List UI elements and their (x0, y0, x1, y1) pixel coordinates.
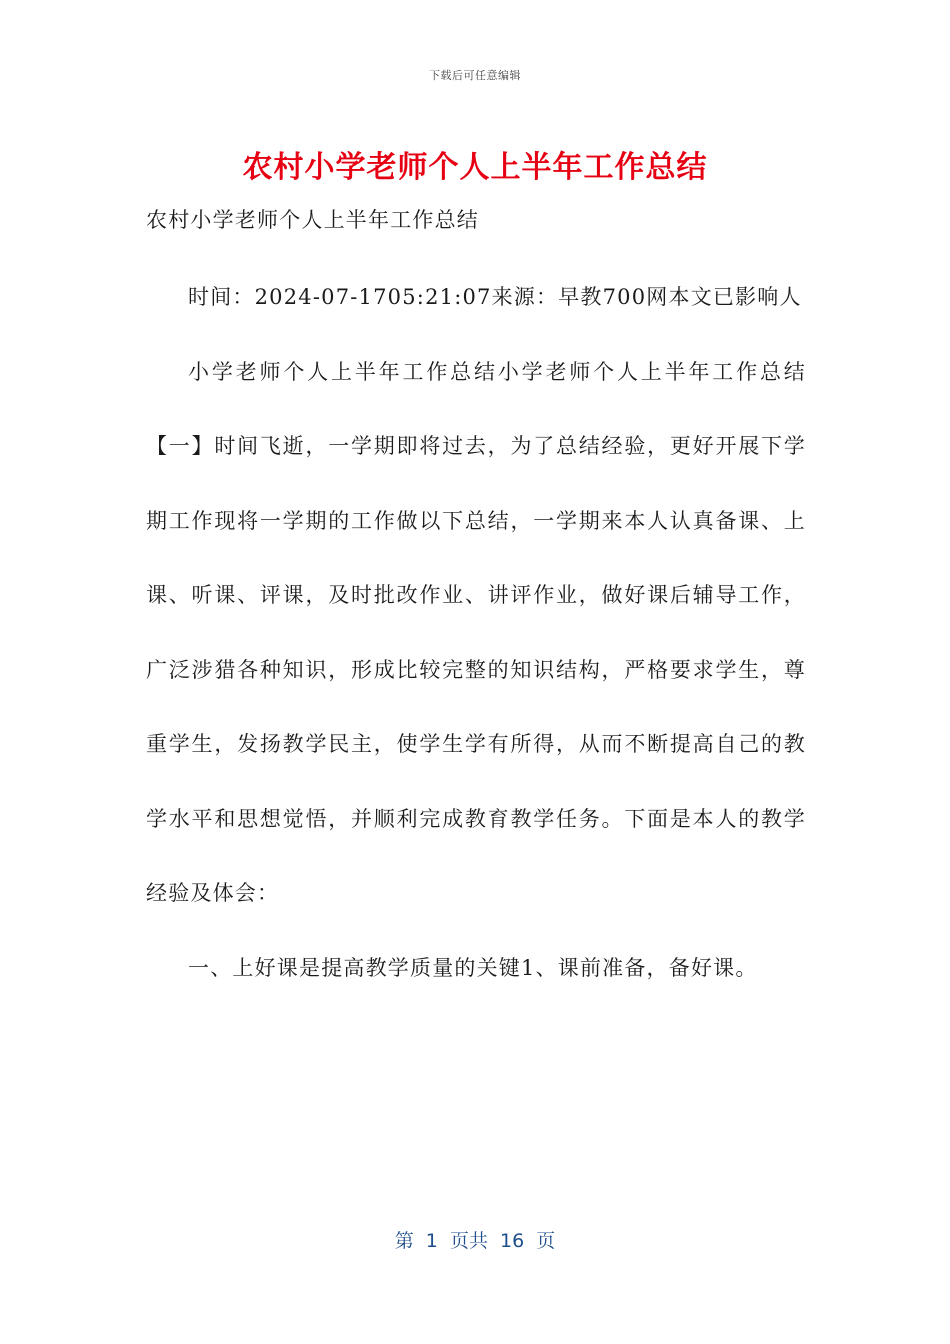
meta-paragraph: 时间：2024-07-1705:21:07来源：早教700网本文已影响人 (188, 285, 802, 309)
document-subtitle: 农村小学老师个人上半年工作总结 (146, 208, 479, 232)
body-paragraph: 小学老师个人上半年工作总结小学老师个人上半年工作总结【一】时间飞逝，一学期即将过去，为了总结经验，更好开展下学期工作现将一学期的工作做以下总结，一学期来本人认真备课、上课、听课、评课，及时批改作业、讲评作业，做好课后辅导工作，广泛涉猎各种知识，形成比较完整的知识结构，严格要求学生，尊重学生，发扬教学民主，使学生学有所得，从而不断提高自己的教学水平和思想觉悟，并顺利完成教育教学任务。下面是本人的教学经验及体会： (146, 359, 806, 905)
section-heading-paragraph: 一、上好课是提高教学质量的关键1、课前准备，备好课。 (188, 955, 758, 980)
document-body (146, 196, 806, 1005)
document-title: 农村小学老师个人上半年工作总结 (242, 150, 708, 185)
header-note: 下载后可任意编辑 (429, 69, 521, 82)
page-footer: 第 1 页共 16 页 (394, 1230, 556, 1252)
